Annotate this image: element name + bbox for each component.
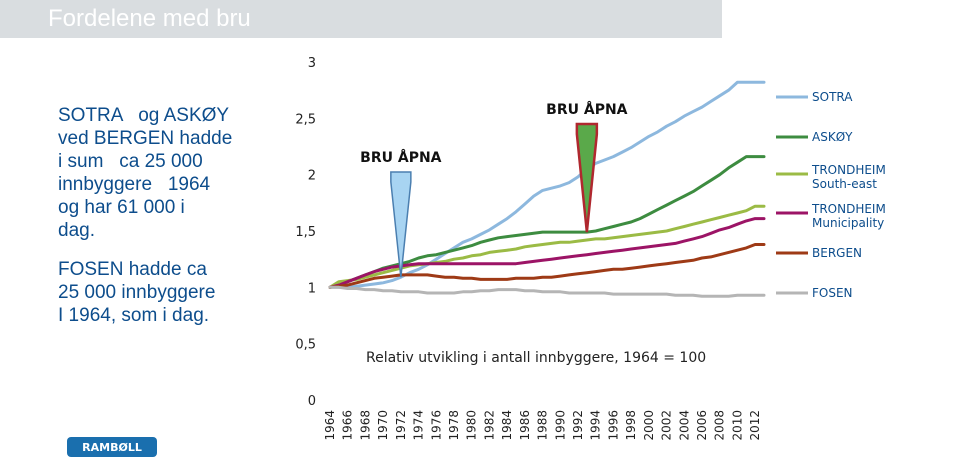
- text-line: og har 61 000 i: [58, 197, 185, 218]
- x-tick-label: 2008: [712, 410, 727, 441]
- logo-text: RAMBØLL: [82, 441, 142, 454]
- text-line: innbyggere 1964: [58, 174, 211, 195]
- x-tick-label: 1978: [447, 410, 461, 441]
- x-tick-label: 1964: [323, 410, 337, 441]
- bridge-label: BRU ÅPNA: [546, 102, 628, 118]
- page-title: Fordelene med bru: [48, 5, 251, 32]
- x-tick-label: 1966: [340, 410, 355, 441]
- x-tick-label: 1990: [553, 410, 568, 441]
- x-tick-label: 1992: [571, 410, 585, 441]
- x-tick-label: 1994: [588, 410, 603, 441]
- x-tick-label: 2002: [659, 410, 674, 441]
- x-tick-label: 1974: [411, 410, 426, 441]
- x-tick-label: 1970: [376, 410, 391, 441]
- x-tick-label: 2004: [677, 410, 692, 441]
- legend-label: SOTRA: [812, 90, 853, 104]
- text-line: I 1964, som i dag.: [58, 305, 210, 326]
- x-tick-label: 1972: [393, 410, 408, 441]
- text-line: dag.: [58, 220, 95, 241]
- chart-note: Relativ utvikling i antall innbyggere, 1964 = 100: [366, 350, 707, 366]
- x-tick-label: 2010: [730, 410, 745, 441]
- text-line: FOSEN hadde ca: [58, 259, 207, 280]
- x-tick-label: 1984: [500, 410, 515, 441]
- legend-label: TRONDHEIM Municipality: [812, 202, 886, 230]
- y-tick-label: 2,5: [295, 112, 316, 128]
- legend-label: ASKØY: [812, 130, 853, 144]
- text-line: ved BERGEN hadde: [58, 128, 233, 149]
- y-tick-label: 3: [307, 56, 316, 71]
- legend-label: BERGEN: [812, 246, 863, 260]
- x-tick-label: 1986: [517, 410, 532, 441]
- y-tick-label: 1: [307, 281, 316, 297]
- x-tick-label: 1988: [535, 410, 550, 441]
- legend-label: TRONDHEIM South-east: [812, 163, 886, 191]
- x-tick-label: 2006: [695, 410, 709, 441]
- x-tick-label: 1976: [429, 410, 444, 441]
- x-tick-label: 1980: [464, 410, 479, 441]
- x-tick-label: 2012: [748, 410, 763, 441]
- series-line: [330, 287, 764, 296]
- bridge-label: BRU ÅPNA: [360, 150, 442, 166]
- x-tick-label: 2000: [641, 410, 656, 441]
- x-tick-label: 1998: [624, 410, 639, 441]
- x-tick-label: 1968: [358, 410, 373, 441]
- y-tick-label: 2: [307, 168, 316, 184]
- x-tick-label: 1982: [482, 410, 497, 441]
- y-tick-label: 1,5: [295, 225, 316, 240]
- text-line: i sum ca 25 000: [58, 151, 203, 172]
- legend-label: FOSEN: [812, 286, 853, 300]
- y-tick-label: 0: [307, 394, 316, 409]
- text-line: 25 000 innbyggere: [58, 282, 216, 303]
- bridge-callout: [577, 124, 597, 232]
- text-line: SOTRA og ASKØY: [58, 105, 230, 126]
- y-tick-label: 0,5: [295, 337, 316, 353]
- x-tick-label: 1996: [606, 410, 621, 441]
